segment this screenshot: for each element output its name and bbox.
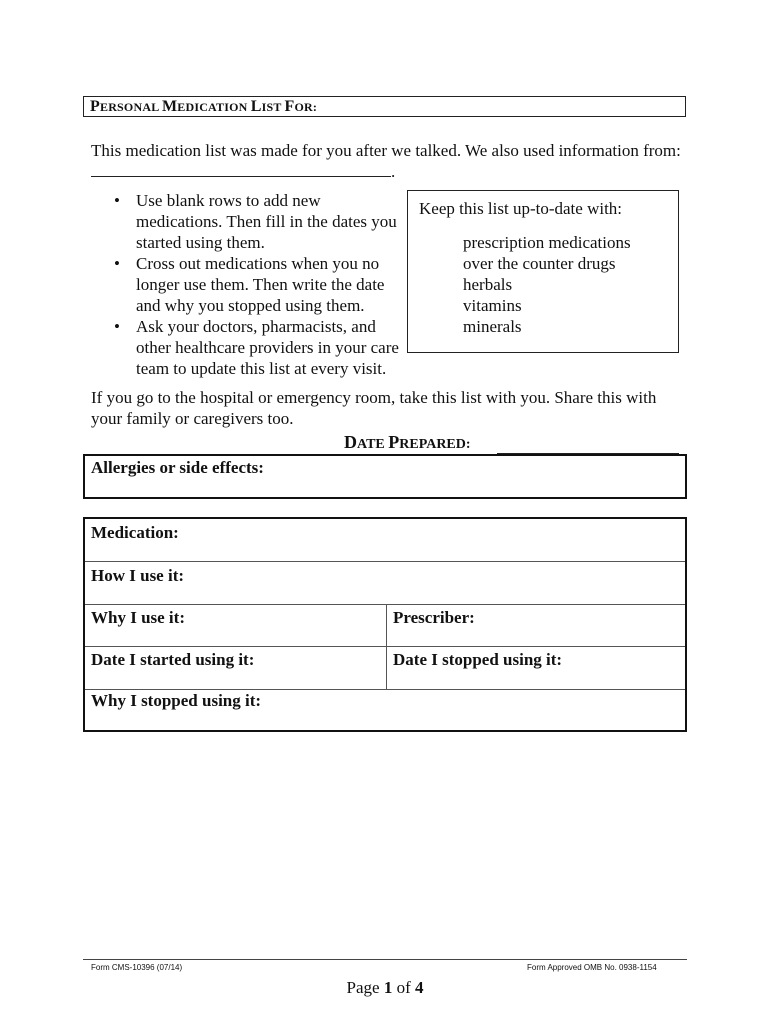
page-number: Page 1 of 4 bbox=[346, 978, 424, 997]
list-item: over the counter drugs bbox=[463, 254, 616, 273]
medication-table bbox=[83, 517, 687, 732]
list-item: prescription medications bbox=[463, 233, 631, 252]
date-stopped-label: Date I stopped using it: bbox=[393, 650, 563, 669]
list-item: • Cross out medications when you no longer use them. Then write the date and why you stopped using them. bbox=[110, 253, 410, 316]
list-item: • Ask your doctors, pharmacists, and other healthcare providers in your care team to update this list at every visit. bbox=[110, 316, 410, 379]
medication-row[interactable] bbox=[85, 519, 685, 562]
footer-rule bbox=[83, 959, 687, 960]
list-item: herbals bbox=[463, 275, 513, 294]
keep-box-title: Keep this list up-to-date with: bbox=[419, 199, 623, 218]
medication-label: Medication: bbox=[91, 523, 179, 542]
list-item: vitamins bbox=[463, 296, 522, 315]
omb-approval: Form Approved OMB No. 0938-1154 bbox=[527, 963, 657, 972]
column-divider bbox=[386, 605, 387, 690]
hospital-note: If you go to the hospital or emergency room, take this list with you. Share this with your family or caregivers too. bbox=[91, 388, 657, 428]
how-i-use-label: How I use it: bbox=[91, 566, 185, 585]
date-prepared-label: DATE PREPARED: bbox=[344, 432, 471, 452]
date-prepared-field[interactable] bbox=[497, 437, 679, 454]
list-item: • Use blank rows to add new medications. Then fill in the dates you started using them. bbox=[110, 190, 410, 253]
allergies-label: Allergies or side effects: bbox=[91, 458, 264, 477]
prescriber-label: Prescriber: bbox=[393, 608, 475, 627]
how-i-use-row[interactable] bbox=[85, 562, 685, 605]
dates-row[interactable] bbox=[85, 647, 685, 690]
keep-box-list bbox=[463, 232, 631, 337]
list-item: minerals bbox=[463, 317, 522, 336]
why-prescriber-row[interactable] bbox=[85, 605, 685, 647]
date-started-label: Date I started using it: bbox=[91, 650, 255, 669]
form-number: Form CMS-10396 (07/14) bbox=[91, 963, 183, 972]
instruction-list bbox=[110, 190, 410, 379]
intro-paragraph: This medication list was made for you after we talked. We also used information from: . bbox=[91, 141, 681, 181]
page-title: PERSONAL MEDICATION LIST FOR: bbox=[90, 98, 318, 115]
info-source-blank[interactable] bbox=[91, 161, 391, 177]
why-stopped-row[interactable] bbox=[85, 690, 685, 730]
why-i-use-label: Why I use it: bbox=[91, 608, 185, 627]
why-stopped-label: Why I stopped using it: bbox=[91, 691, 262, 710]
